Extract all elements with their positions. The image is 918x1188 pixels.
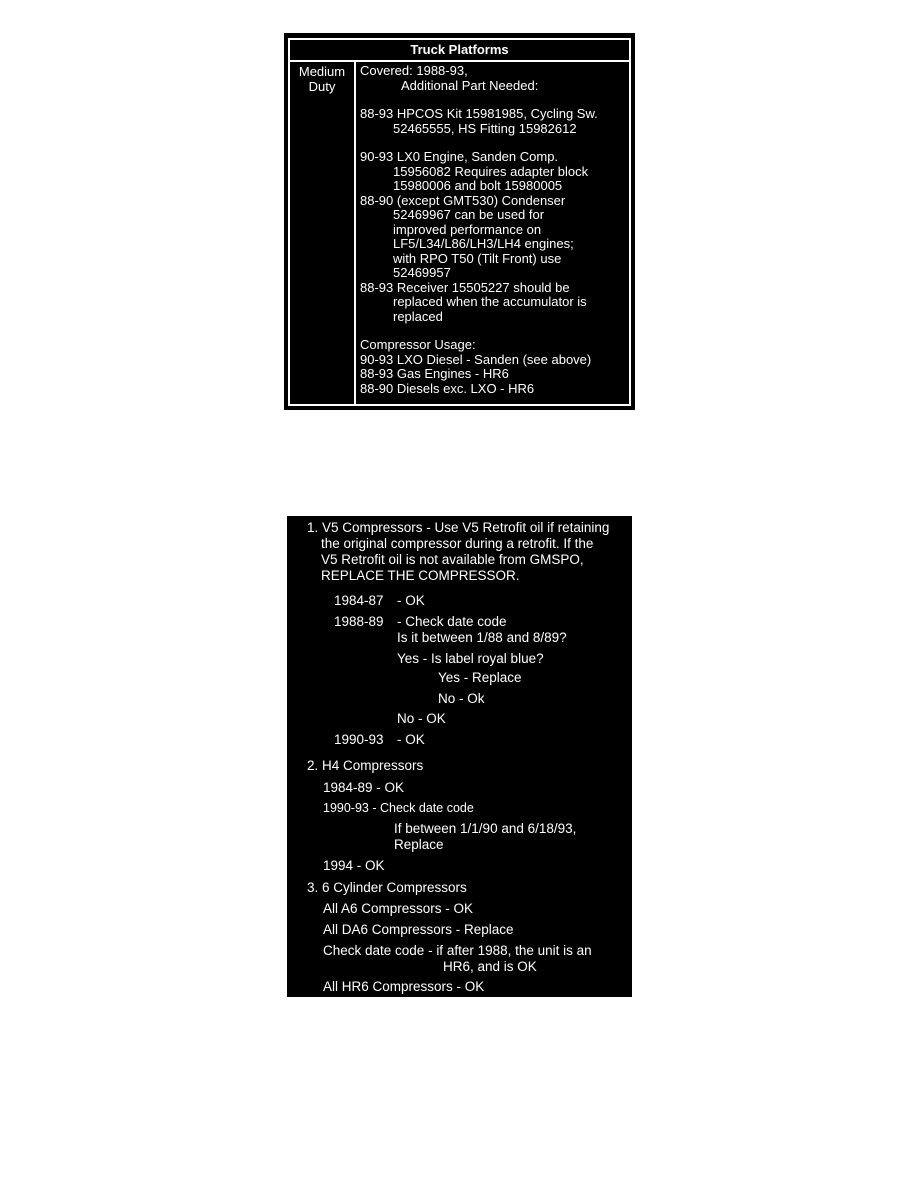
entry-row — [360, 281, 628, 296]
truck-platforms-table — [284, 33, 635, 410]
entry-text: HPCOS Kit 15981985, Cycling Sw. — [396, 106, 598, 121]
year-range: 1984-87 — [334, 593, 384, 608]
category-line: Duty — [308, 79, 336, 94]
h4-year-status: 1984-89 - OK — [323, 780, 405, 795]
entry-text: LF5/L34/L86/LH3/LH4 engines; — [393, 236, 574, 251]
answer-yes-replace: Yes - Replace — [438, 670, 522, 685]
check-date-note: HR6, and is OK — [443, 959, 537, 974]
entry-text: LX0 Engine, Sanden Comp. — [396, 149, 559, 164]
section-v5-text: the original compressor during a retrofit. If the — [321, 536, 594, 551]
year-range: 1988-89 — [334, 614, 384, 629]
answer-no-ok: No - Ok — [438, 691, 485, 706]
covered-years: Covered: 1988-93, — [360, 63, 468, 78]
entry-row — [360, 150, 628, 165]
platform-details — [360, 64, 628, 396]
year-range: 1990-93 — [334, 732, 384, 747]
section-v5-heading: 1. V5 Compressors - Use V5 Retrofit oil if retaining — [307, 520, 610, 535]
entry-row — [360, 194, 628, 209]
check-date-note: Check date code - if after 1988, the unit is an — [323, 943, 592, 958]
section-v5-text: REPLACE THE COMPRESSOR. — [321, 568, 520, 583]
entry-text: 52469967 can be used for — [393, 207, 545, 222]
entry-text: 15980006 and bolt 15980005 — [393, 178, 563, 193]
entry-year: 88-90 — [360, 192, 394, 208]
da6-status: All DA6 Compressors - Replace — [323, 922, 514, 937]
section-6cyl-heading: 3. 6 Cylinder Compressors — [307, 880, 467, 895]
compressor-notes-panel — [287, 516, 632, 997]
compressor-usage-heading: Compressor Usage: — [360, 337, 476, 352]
entry-text: Receiver 15505227 should be — [396, 279, 570, 295]
hr6-status: All HR6 Compressors - OK — [323, 979, 485, 994]
h4-year-status: 1994 - OK — [323, 858, 385, 873]
category-line: Medium — [298, 64, 346, 79]
entry-year: 90-93 — [360, 149, 394, 164]
h4-year-status: 1990-93 - Check date code — [323, 801, 474, 815]
entry-text: 52469957 — [393, 265, 451, 280]
year-status: - OK — [397, 593, 425, 608]
entry-text: (except GMT530) Condenser — [396, 192, 566, 208]
compressor-usage-item: 88-90 Diesels exc. LXO - HR6 — [360, 380, 535, 396]
entry-text: 52465555, HS Fitting 15982612 — [393, 120, 577, 136]
section-v5-text: V5 Retrofit oil is not available from GMSPO, — [321, 552, 584, 567]
question-text: Is it between 1/88 and 8/89? — [397, 630, 567, 645]
entry-text: replaced when the accumulator is — [393, 294, 587, 309]
compressor-usage-item: 90-93 LXO Diesel - Sanden (see above) — [360, 351, 592, 367]
h4-action: Replace — [394, 837, 444, 852]
entry-text: replaced — [393, 308, 443, 324]
answer-yes-question: Yes - Is label royal blue? — [397, 651, 544, 666]
answer-no: No - OK — [397, 711, 446, 726]
vehicle-category — [292, 64, 352, 94]
a6-status: All A6 Compressors - OK — [323, 901, 474, 916]
additional-part-heading: Additional Part Needed: — [401, 77, 539, 93]
entry-text: improved performance on — [393, 221, 542, 237]
entry-text: 15956082 Requires adapter block — [393, 163, 589, 179]
column-divider — [354, 60, 356, 404]
year-status: - OK — [397, 732, 425, 747]
entry-row — [360, 107, 628, 122]
section-h4-heading: 2. H4 Compressors — [307, 758, 424, 773]
entry-text: with RPO T50 (Tilt Front) use — [393, 250, 562, 266]
entry-year: 88-93 — [360, 279, 394, 295]
table-title: Truck Platforms — [290, 40, 629, 62]
entry-year: 88-93 — [360, 106, 394, 121]
h4-condition: If between 1/1/90 and 6/18/93, — [394, 821, 577, 836]
year-status: - Check date code — [397, 614, 507, 629]
compressor-usage-item: 88-93 Gas Engines - HR6 — [360, 366, 509, 381]
table-frame — [288, 38, 631, 406]
